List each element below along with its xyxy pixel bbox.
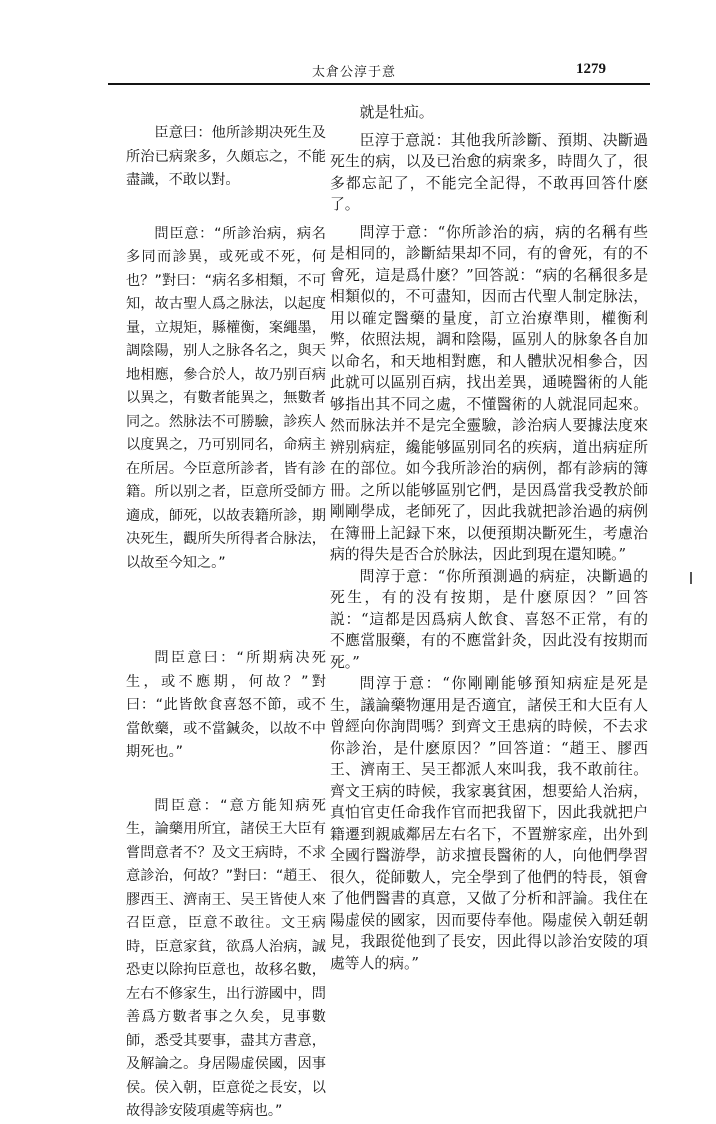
- running-title: 太倉公淳于意: [312, 65, 397, 80]
- paragraph-gap: [126, 575, 326, 647]
- scan-edge-mark: [690, 572, 692, 584]
- paragraph-gap: [126, 193, 326, 223]
- classical-paragraph-3: 問臣意曰：“所期病决死生，或不應期，何故？”對曰：“此皆飲食喜怒不節，或不當飲藥，或不當鍼灸，以故不中期死也。”: [126, 650, 326, 760]
- translation-paragraph-2: 臣淳于意説：其他我所診斷、預期、决斷過死生的病，以及已治愈的病衆多，時間久了，很多都忘記了，不能完全記得，不敢再回答什麽了。: [330, 131, 648, 213]
- paragraph-gap: [126, 765, 326, 795]
- classical-paragraph-1: 臣意曰：他所診期决死生及所治已病衆多，久頗忘之，不能盡識，不敢以對。: [126, 125, 326, 188]
- translation-text-column: [330, 102, 648, 974]
- page-number: 1279: [576, 61, 606, 77]
- classical-paragraph-2: 問臣意：“所診治病，病名多同而診異，或死或不死，何也？”對曰：“病名多相類，不可知，故古聖人爲之脉法，以起度量，立規矩，縣權衡，案繩墨，調陰陽，别人之脉各名之，與天地相應，參合於人，故乃别百病以異之，有數者能異之，無數者同之。然脉法不可勝驗，診疾人以度異之，乃可别同名，命病主在所居。今臣意所診者，皆有診籍。所以别之者，臣意所受師方適成，師死，以故表籍所診，期决死生，觀所失所得者合脉法，以故至今知之。”: [126, 225, 326, 571]
- translation-paragraph-5: 問淳于意：“你剛剛能够預知病症是死是生，議論藥物運用是否適宜，諸侯王和大臣有人曾經向你詢問嗎？到齊文王患病的時候，不去求你診治，是什麽原因？”回答道：“趙王、膠西王、濟南王、吴王都派人來叫我，我不敢前往。齊文王病的時候，我家裏貧困，想要給人治病，真怕官吏任命我作官而把我留下，因此我就把户籍遷到親戚鄰居左右名下，不置辦家産，出外到全國行醫游學，訪求擅長醫術的人，向他們學習很久，從師數人，完全學到了他們的特長，領會了他們醫書的真意，又做了分析和評論。我住在陽虚侯的國家，因而要侍奉他。陽虚侯入朝廷朝見，我跟從他到了長安，因此得以診治安陵的項處等人的病。”: [330, 675, 648, 972]
- classical-text-column: [126, 122, 326, 1124]
- translation-paragraph-1: 就是牡疝。: [359, 104, 434, 121]
- classical-paragraph-4: 問臣意：“意方能知病死生，論藥用所宜，諸侯王大臣有嘗問意者不？及文王病時，不求意診治，何故？”對曰：“趙王、膠西王、濟南王、吴王皆使人來召臣意，臣意不敢往。文王病時，臣意家貧，欲爲人治病，誠恐吏以除拘臣意也，故移名數，左右不修家生，出行游國中，問善爲方數者事之久矣，見事數師，悉受其要事，盡其方書意，及解論之。身居陽虚侯國，因事侯。侯入朝，臣意從之長安，以故得診安陵項處等病也。”: [126, 797, 326, 1119]
- translation-paragraph-4: 問淳于意：“你所預測過的病症，决斷過的死生，有的没有按期，是什麽原因？”回答説：“這都是因爲病人飲食、喜怒不正常，有的不應當服藥，有的不應當針灸，因此没有按期而死。”: [330, 567, 648, 671]
- translation-paragraph-3: 問淳于意：“你所診治的病，病的名稱有些是相同的，診斷結果却不同，有的會死，有的不會死，這是爲什麽？”回答説：“病的名稱很多是相類似的，不可盡知，因而古代聖人制定脉法，用以確定醫藥的量度，訂立治療準則，權衡利弊，依照法規，調和陰陽，區别人的脉象各自加以命名，和天地相對應，和人體狀况相參合，因此就可以區别百病，找出差異，通曉醫術的人能够指出其不同之處，不懂醫術的人就混同起來。然而脉法并不是完全靈驗，診治病人要據法度來辨别病症，纔能够區别同名的疾病，道出病症所在的部位。如今我所診治的病例，都有診病的簿冊。之所以能够區别它們，是因爲當我受教於師剛剛學成，老師死了，因此我就把診治過的病例在簿冊上記録下來，以便預期决斷死生，考慮治病的得失是否合於脉法，因此到現在還知曉。”: [330, 223, 648, 563]
- header-rule: [108, 83, 650, 85]
